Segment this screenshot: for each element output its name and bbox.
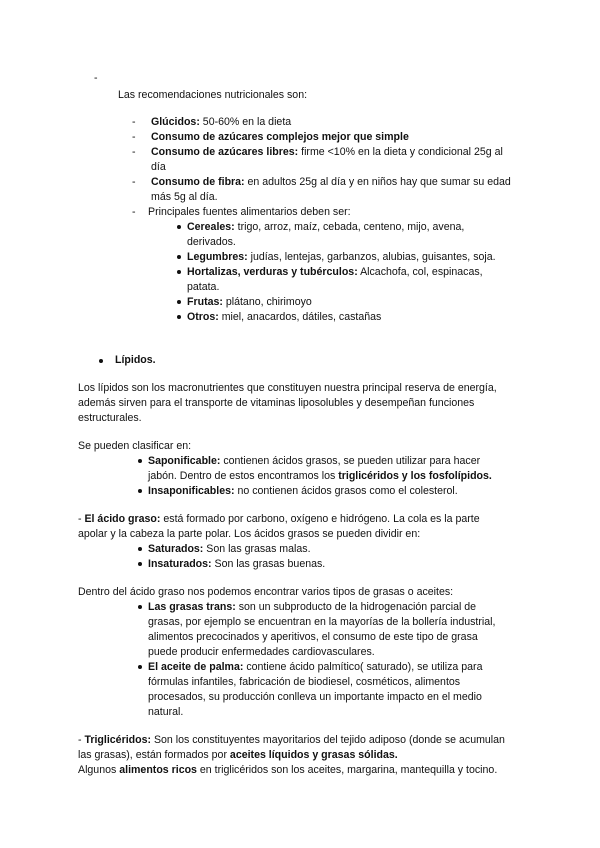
fuente-hortalizas: Hortalizas, verduras y tubérculos: Alcachofa, col, espinacas,	[187, 266, 483, 278]
lipidos-para-1: Los lípidos son los macronutrientes que constituyen nuestra principal reserva de energía,	[78, 382, 497, 394]
fuente-frutas: Frutas: plátano, chirimoyo	[187, 296, 312, 308]
saponificable-cont: jabón. Dentro de estos encontramos los triglicéridos y los fosfolípidos.	[148, 470, 492, 482]
trigliceridos-alimentos: Algunos alimentos ricos en triglicéridos son los aceites, margarina, mantequilla y tocino.	[78, 764, 498, 776]
bullet-dot	[177, 315, 181, 319]
rec-libres-cont: día	[151, 161, 166, 173]
bullet-dot	[138, 547, 142, 551]
bullet-dot	[177, 225, 181, 229]
trigliceridos-cont: las grasas), están formados por aceites líquidos y grasas sólidas.	[78, 749, 398, 761]
rec-complejos: Consumo de azúcares complejos mejor que simple	[151, 131, 409, 143]
bullet-dot	[177, 300, 181, 304]
fuente-hortalizas-cont: patata.	[187, 281, 220, 293]
bullet-dot	[138, 489, 142, 493]
grasas-trans-l3: alimentos precocinados y aperitivos, el consumo de este tipo de grasa	[148, 631, 478, 643]
rec-glucidos: Glúcidos: 50-60% en la dieta	[151, 116, 292, 128]
aceite-palma-l3: procesados, su producción conlleva un importante impacto en el medio	[148, 691, 482, 703]
insaturados: Insaturados: Son las grasas buenas.	[148, 558, 326, 570]
bullet-dash: -	[132, 146, 136, 158]
bullet-dot	[177, 255, 181, 259]
fuente-cereales-cont: derivados.	[187, 236, 236, 248]
top-dash: -	[94, 72, 98, 84]
saturados: Saturados: Son las grasas malas.	[148, 543, 311, 555]
bullet-dot	[138, 459, 142, 463]
clasif-text: Se pueden clasificar en:	[78, 440, 192, 452]
bullet-dash: -	[132, 131, 136, 143]
fuente-otros: Otros: miel, anacardos, dátiles, castañas	[187, 311, 382, 323]
lipidos-heading: Lípidos.	[115, 354, 156, 366]
rec-libres: Consumo de azúcares libres: firme <10% en la dieta y condicional 25g al	[151, 146, 503, 158]
bullet-dash: -	[132, 116, 136, 128]
aceite-palma: El aceite de palma: contiene ácido palmítico( saturado), se utiliza para	[148, 661, 483, 673]
fuente-cereales: Cereales: trigo, arroz, maíz, cebada, centeno, mijo, avena,	[187, 221, 465, 233]
grasas-trans-l4: puede producir enfermedades cardiovasculares.	[148, 646, 375, 658]
bullet-dot	[138, 562, 142, 566]
acido-graso: - El ácido graso: está formado por carbono, oxígeno e hidrógeno. La cola es la parte	[78, 513, 480, 525]
saponificable: Saponificable: contienen ácidos grasos, se pueden utilizar para hacer	[148, 455, 481, 467]
bullet-dot	[99, 359, 103, 363]
aceite-palma-l4: natural.	[148, 706, 184, 718]
rec-fibra-cont: más 5g al día.	[151, 191, 218, 203]
grasas-trans: Las grasas trans: son un subproducto de la hidrogenación parcial de	[148, 601, 477, 613]
trigliceridos: - Triglicéridos: Son los constituyentes mayoritarios del tejido adiposo (donde se acumulan	[78, 734, 505, 746]
bullet-dot	[138, 605, 142, 609]
bullet-dot	[177, 270, 181, 274]
bullet-dash: -	[132, 206, 136, 218]
rec-fuentes: Principales fuentes alimentarios deben ser:	[148, 206, 351, 218]
bullet-dash: -	[132, 176, 136, 188]
dentro-text: Dentro del ácido graso nos podemos encontrar varios tipos de grasas o aceites:	[78, 586, 454, 598]
lipidos-para-2: además sirven para el transporte de vitaminas liposolubles y desempeñan funciones	[78, 397, 475, 409]
lipidos-para-3: estructurales.	[78, 412, 142, 424]
intro-text: Las recomendaciones nutricionales son:	[118, 89, 308, 101]
aceite-palma-l2: fórmulas infantiles, fabricación de biodiesel, cosméticos, alimentos	[148, 676, 461, 688]
grasas-trans-l2: grasas, por ejemplo se encuentran en la mayorías de la bollería industrial,	[148, 616, 496, 628]
fuente-legumbres: Legumbres: judías, lentejas, garbanzos, alubias, guisantes, soja.	[187, 251, 496, 263]
bullet-dot	[138, 665, 142, 669]
rec-fibra: Consumo de fibra: en adultos 25g al día y en niños hay que sumar su edad	[151, 176, 511, 188]
acido-graso-cont: apolar y la cabeza la parte polar. Los ácidos grasos se pueden dividir en:	[78, 528, 421, 540]
insaponificables: Insaponificables: no contienen ácidos grasos como el colesterol.	[148, 485, 458, 497]
